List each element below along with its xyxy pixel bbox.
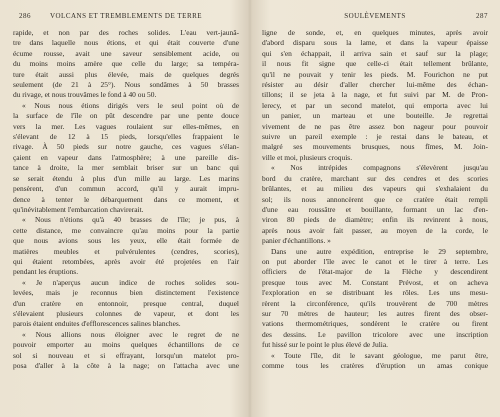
text-line: sol; ils nous annoncèrent que ce cratère était rempli xyxy=(262,194,488,204)
text-line: que nous avions sous les yeux, elle était formée de xyxy=(13,236,239,246)
text-line: tre dans laquelle nous étions, et qui était couverte d'une xyxy=(13,38,239,48)
text-line: tance à droite, la mer semblait briser sur un banc qui xyxy=(13,163,239,173)
text-line: suivre un pareil exemple : je restai dans le bateau, et xyxy=(262,132,488,142)
text-line: « Toute l'île, dit le savant géologue, me parut être, xyxy=(271,350,488,360)
left-page-header xyxy=(13,12,239,24)
text-line: tillons; il se jeta à la nage, et fut suivi par M. de Pron- xyxy=(262,90,488,100)
text-line: dence à tenter le débarquement dans ce moment, et xyxy=(13,194,239,204)
text-line: du moins moins amère que celle du large; sa tempéra- xyxy=(13,59,239,69)
left-running-title: VOLCANS ET TREMBLEMENTS DE TERRE xyxy=(49,12,203,20)
text-line: sol si nouveau et si effrayant, lorsqu'un matelot pro- xyxy=(13,350,239,360)
right-page xyxy=(262,12,488,408)
text-line: du rivage, et nous trouvâmes le fond à 40 ou 50. xyxy=(13,90,157,100)
text-line: « Nous allions nous éloigner avec le regret de ne xyxy=(22,329,239,339)
text-line: qui s'en échappait, il arriva sain et sauf sur la plage; xyxy=(262,48,488,58)
text-line: pensèrent, d'un commun accord, qu'il y aurait impru- xyxy=(13,184,239,194)
text-line: qui étaient retombées, après avoir été projetées en l'air xyxy=(13,256,239,266)
text-line: qu'inévitablement l'embarcation chavirerait. xyxy=(13,204,144,214)
text-line: viron 80 pieds de diamètre; enfin ils revinrent à nous, xyxy=(262,215,488,225)
text-line: pouvoir emporter au moins quelques échantillons de ce xyxy=(13,340,239,350)
text-line: d'une eau roussâtre et bouillante, formant un lac d'en- xyxy=(262,204,488,214)
text-line: malgré ses mouvements brusques, nous fîmes, M. Join- xyxy=(262,142,488,152)
text-line: rivage. À 50 pieds sur notre gauche, ces vagues s'élan- xyxy=(13,142,239,152)
text-line: qu'il ne pouvait y tenir les pieds. M. Fourichon ne put xyxy=(262,69,488,79)
text-line: « Je n'aperçus aucun indice de roches solides sou- xyxy=(22,277,239,287)
right-running-title: SOULÈVEMENTS xyxy=(344,12,406,20)
text-line: lerecy, et par un second matelot, qui emporta avec lui xyxy=(262,100,488,110)
text-line: s'élevant de 12 à 15 pieds, lorsqu'elles frappaient le xyxy=(13,132,239,142)
text-line: vivement de ne pas être assez bon nageur pour pouvoir xyxy=(262,121,488,131)
text-line: vations thermométriques, sondèrent le cratère ou firent xyxy=(262,319,488,329)
text-line: après nous avoir fait passer, au moyen de la corde, le xyxy=(262,225,488,235)
text-line: d'abord disparu sous la lame, et dans la vapeur épaisse xyxy=(262,38,488,48)
text-line: panier d'échantillons. » xyxy=(262,236,331,246)
text-line: ligne de sonde, et, en quelques minutes, après avoir xyxy=(262,28,488,37)
left-page-number: 286 xyxy=(19,12,31,20)
text-line: brûlantes, et au milieu des vapeurs qui s'exhalaient du xyxy=(262,184,488,194)
left-page-body xyxy=(13,28,239,371)
text-line: rapide, et non par des roches solides. L'eau vert-jaunâ- xyxy=(13,28,239,37)
text-line: des dessins. Le pavillon tricolore avec une inscription xyxy=(262,329,488,339)
text-line: seulement (de 21 à 25°). Nous sondâmes à 50 brasses xyxy=(13,80,239,90)
text-line: se serait étendu à plus d'un mille au large. Les marins xyxy=(13,173,239,183)
text-line: écume rousse, avait une saveur sensiblement acide, ou xyxy=(13,48,239,58)
text-line: vers la mer. Les vagues roulaient sur elles-mêmes, en xyxy=(13,121,239,131)
text-line: comme tous les cratères d'éruption un amas conique xyxy=(262,361,488,370)
text-line: résister au désir d'aller chercher lui-même des échan- xyxy=(262,80,488,90)
text-line: pendant les éruptions. xyxy=(13,267,79,277)
text-line: Dans une autre expédition, entreprise le 29 septembre, xyxy=(271,246,488,256)
text-line: l'exploration en se distribuant les rôles. Les uns mesu- xyxy=(262,288,488,298)
text-line: « Nous nous étions dirigés vers le seul point où de xyxy=(22,100,239,110)
text-line: çaient en vapeur dans l'atmosphère; à une pareille dis- xyxy=(13,152,239,162)
text-line: il nous fit signe que celle-ci était tellement brûlante, xyxy=(262,59,488,69)
text-line: ville et moi, plusieurs croquis. xyxy=(262,152,353,162)
text-line: parois étaient enduites d'efflorescences salines blanches. xyxy=(13,319,181,329)
text-line: officiers de l'état-major de la Flèche y descendirent xyxy=(262,267,488,277)
text-line: sur 70 mètres de hauteur; les autres firent des obser- xyxy=(262,308,488,318)
text-line: « Nos intrépides compagnons s'élevèrent jusqu'au xyxy=(271,163,488,173)
text-line: on put aborder l'île avec le canot et le tirer à terre. Les xyxy=(262,256,488,266)
text-line: matières meubles et pulvérulentes (cendres, scories), xyxy=(13,246,239,256)
text-line: « Nous n'étions qu'à 40 brasses de l'île; je pus, à xyxy=(22,215,239,225)
left-page xyxy=(13,12,239,408)
text-line: la surface de l'île on pût descendre par une pente douce xyxy=(13,111,239,121)
text-line: bord du cratère, marchant sur des cendres et des scories xyxy=(262,173,488,183)
text-line: ture était aussi plus élevée, mais de quelques degrés xyxy=(13,69,239,79)
right-page-body xyxy=(262,28,488,371)
text-line: fut hissé sur le point le plus élevé de Julia. xyxy=(262,340,388,350)
text-line: posa d'aller à la côte à la nage; on l'attacha avec une xyxy=(13,361,239,370)
text-line: un panier, un marteau et une bouteille. Je regrettai xyxy=(262,111,488,121)
text-line: rèrent la circonférence, qu'ils trouvèrent de 700 mètres xyxy=(262,298,488,308)
text-line: presque tous avec M. Constant Prévost, et on acheva xyxy=(262,277,488,287)
text-line: d'un cratère en entonnoir, presque central, duquel xyxy=(13,298,239,308)
text-line: levées, mais je reconnus bien distinctement l'existence xyxy=(13,288,239,298)
text-line: cette distance, me convaincre qu'au moins pour la partie xyxy=(13,225,239,235)
text-line: s'élevaient plusieurs colonnes de vapeur, et dont les xyxy=(13,308,239,318)
right-page-number: 287 xyxy=(476,12,488,20)
right-page-header xyxy=(262,12,488,24)
